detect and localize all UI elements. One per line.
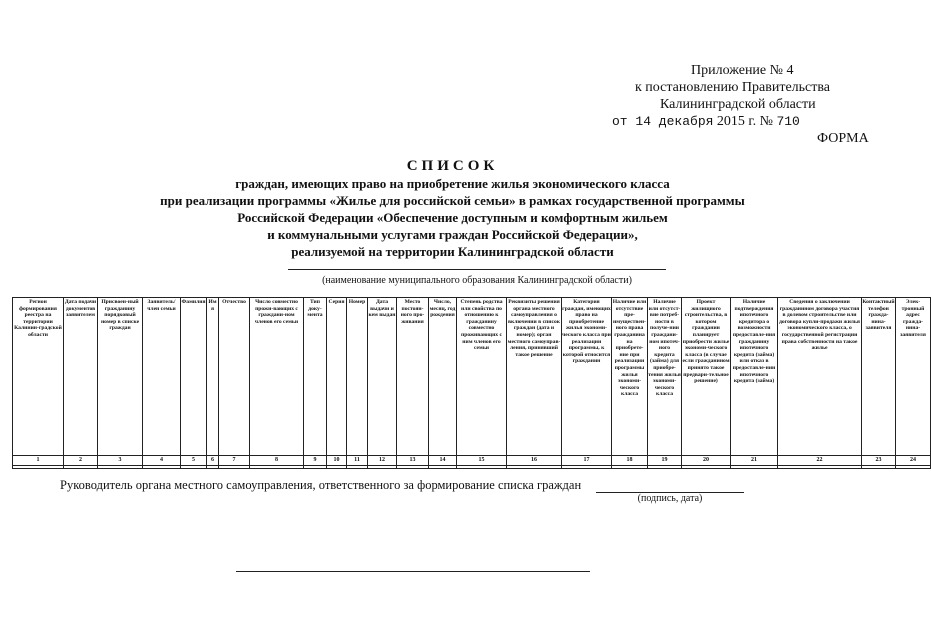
appendix-year: 2015 г. № (716, 114, 773, 129)
column-number: 1 (13, 456, 64, 466)
column-number: 18 (612, 456, 648, 466)
column-header: Регион формирования реестра на территории Калинин-градской области (13, 298, 64, 456)
appendix-block (560, 62, 869, 147)
column-header: Проект жилищного строительства, в котором гражданин планирует приобрести жилье экономи-ческого класса (в случае если гражданином принято такое предвари-тельное решение) (682, 298, 731, 456)
column-number: 2 (64, 456, 98, 466)
bottom-separator-line (236, 571, 590, 572)
column-number: 13 (397, 456, 429, 466)
column-number: 14 (429, 456, 457, 466)
column-header: Степень родства или свойства по отношению к гражданину совместно проживающих с ним членов его семьи (457, 298, 507, 456)
column-number: 17 (562, 456, 612, 466)
empty-data-row (13, 466, 931, 469)
column-number-row (13, 456, 931, 466)
column-header: Заявитель/член семьи (143, 298, 181, 456)
column-number: 10 (327, 456, 347, 466)
column-number: 5 (181, 456, 207, 466)
subtitle-line: и коммунальными услугами граждан Российской Федерации», (267, 227, 638, 242)
column-header: Имя (207, 298, 219, 456)
column-number: 6 (207, 456, 219, 466)
column-number: 4 (143, 456, 181, 466)
column-number: 8 (250, 456, 304, 466)
table-header-row (13, 298, 931, 456)
subtitle-line: при реализации программы «Жилье для российской семьи» в рамках государственной программы (160, 193, 745, 208)
column-number: 12 (368, 456, 397, 466)
column-header: Дата выдачи и кем выдан (368, 298, 397, 456)
column-number: 9 (304, 456, 327, 466)
column-number: 7 (219, 456, 250, 466)
column-header: Номер (347, 298, 368, 456)
column-number: 19 (648, 456, 682, 466)
municipality-underline (288, 269, 666, 270)
column-header: Место постоян-ного про-живания (397, 298, 429, 456)
column-header: Присвоен-ный гражданину порядковый номер в списке граждан (98, 298, 143, 456)
column-number: 21 (731, 456, 778, 466)
column-header: Тип доку-мента (304, 298, 327, 456)
column-header: Наличие подтверждения ипотечного кредитора о возможности предоставле-ния гражданину ипотечного кредита (займа) или отказ в предоставле-нии ипотечного кредита (займа) (731, 298, 778, 456)
column-number: 16 (507, 456, 562, 466)
column-header: Сведения о заключении гражданином договора участия в долевом строительстве или договора купли-продажи жилья экономического класса, о государственной регистрации права собственности на такое жилье (778, 298, 862, 456)
form-label: ФОРМА (817, 131, 869, 146)
column-header: Число совместно прожи-вающих с граждани-ном членов его семьи (250, 298, 304, 456)
subtitle-line: Российской Федерации «Обеспечение доступным и комфортным жильем (237, 210, 668, 225)
column-header: Категория граждан, имеющих право на приобретение жилья экономи-ческого класса при реализации программы, к которой относится гражданин (562, 298, 612, 456)
document-title: СПИСОК (406, 158, 499, 174)
column-number: 22 (778, 456, 862, 466)
column-number: 3 (98, 456, 143, 466)
signature-statement: Руководитель органа местного самоуправления, ответственного за формирование списка граждан (60, 478, 582, 492)
column-number: 24 (896, 456, 931, 466)
column-header: Наличие или отсутст-вие потреб-ности в получе-нии граждани-ном ипотеч-ного кредита (займа) для приобре-тения жилья экономи-ческого класса (648, 298, 682, 456)
column-header: Дата подачи документов заявителем (64, 298, 98, 456)
municipality-caption: (наименование муниципального образования Калининградской области) (322, 275, 632, 286)
column-header: Наличие или отсутствие пре-имуществен-ного права гражданина на приобрете-ние при реализации программы жилья экономи-ческого класса (612, 298, 648, 456)
signature-caption: (подпись, дата) (637, 493, 703, 504)
column-header: Реквизиты решения органа местного самоуправления о включении в список граждан (дата и номер); орган местного самоуправ-ления, принявший такое решение (507, 298, 562, 456)
column-number: 20 (682, 456, 731, 466)
column-header: Контактный телефон гражда-нина-заявителя (862, 298, 896, 456)
column-number: 15 (457, 456, 507, 466)
citizens-table (12, 297, 931, 469)
column-header: Фамилия (181, 298, 207, 456)
appendix-label: Приложение № 4 (691, 63, 794, 78)
subtitle-line: граждан, имеющих право на приобретение жилья экономического класса (235, 176, 670, 191)
title-block (0, 157, 905, 260)
appendix-region: Калининградской области (660, 97, 816, 112)
subtitle-line: реализуемой на территории Калининградской области (291, 244, 614, 259)
column-header: Серия (327, 298, 347, 456)
column-number: 23 (862, 456, 896, 466)
appendix-date-number (560, 113, 860, 130)
column-header: Отчество (219, 298, 250, 456)
column-header: Число, месяц, год рождения (429, 298, 457, 456)
appendix-number: 710 (776, 114, 800, 129)
column-number: 11 (347, 456, 368, 466)
appendix-resolution: к постановлению Правительства (635, 80, 831, 95)
document-subtitle (0, 175, 905, 260)
appendix-date: от 14 декабря (612, 114, 714, 129)
column-header: Элек-тронный адрес гражда-нина-заявителя (896, 298, 931, 456)
